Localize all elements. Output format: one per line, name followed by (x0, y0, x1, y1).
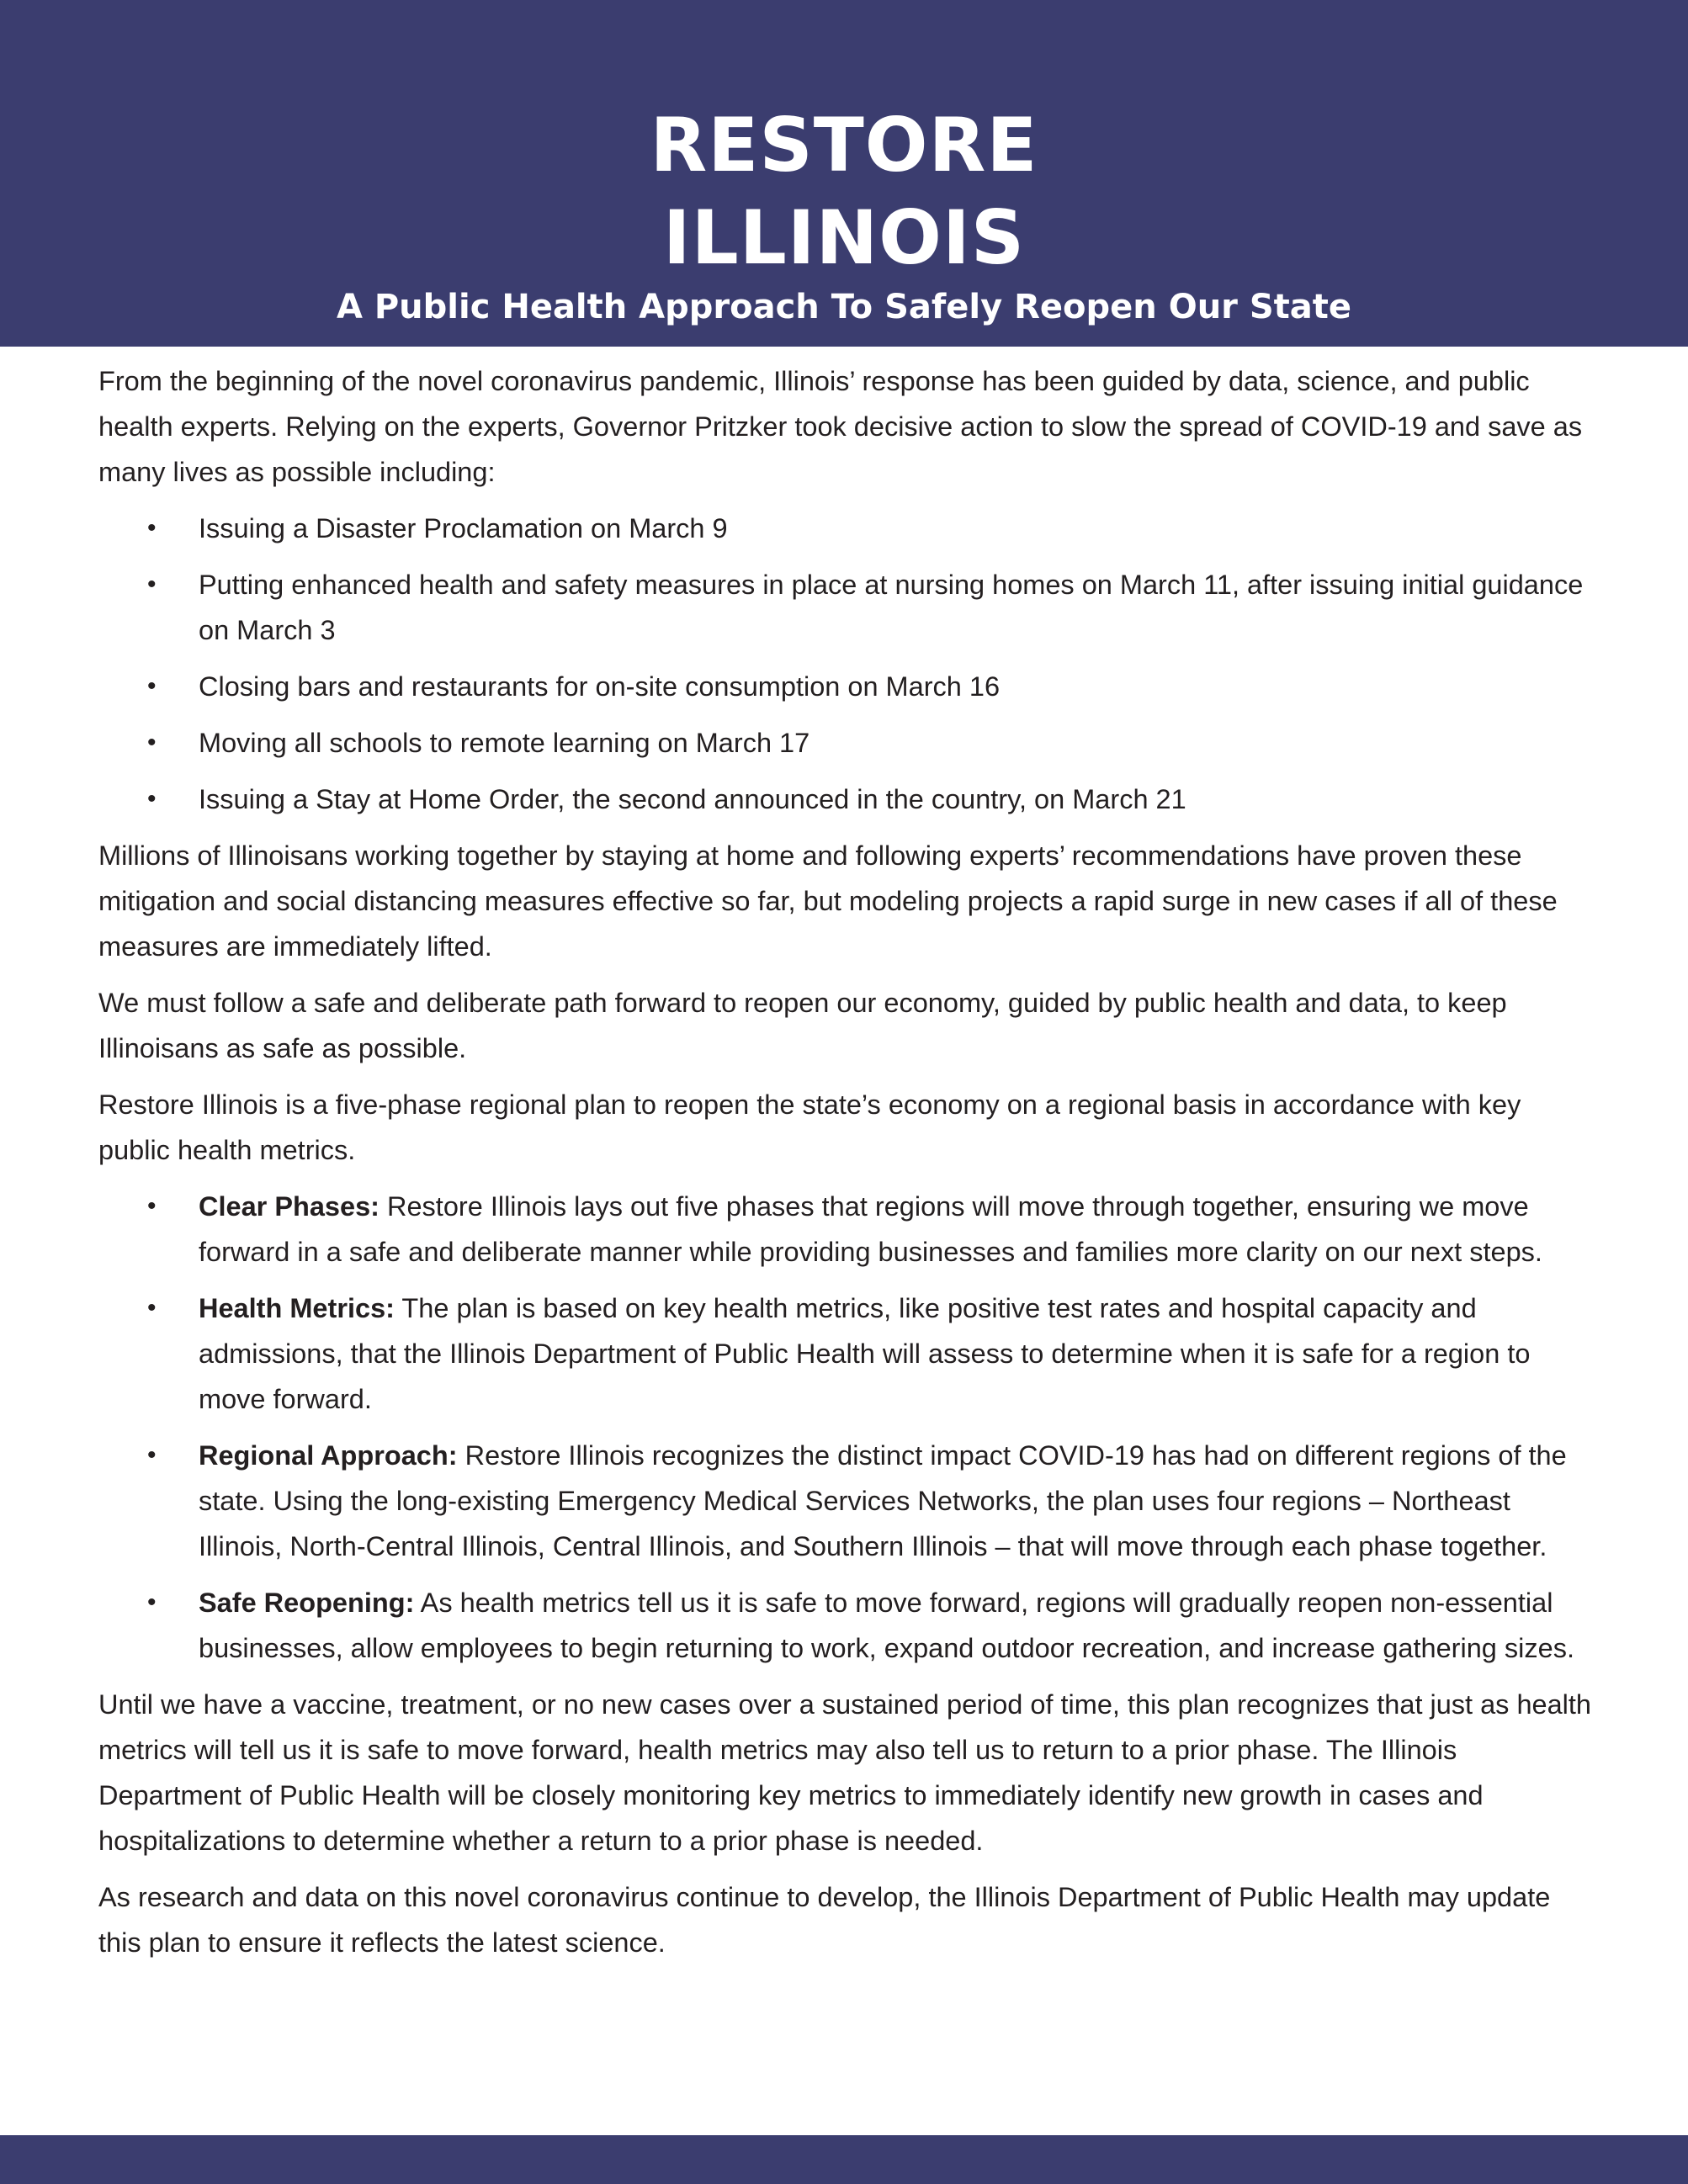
page-title (0, 99, 1688, 284)
list-item-text: Closing bars and restaurants for on-site consumption on March 16 (199, 671, 1001, 702)
list-item (98, 720, 1598, 766)
list-item (98, 1580, 1598, 1671)
point-heading: Safe Reopening: (199, 1588, 415, 1618)
document-body (98, 358, 1598, 1976)
point-text: Restore Illinois lays out five phases that regions will move through together, ensuring we move forward in a safe and deliberate manner while providing businesses and families more clarity on our next steps. (199, 1191, 1542, 1267)
list-item (98, 562, 1598, 653)
bullet-icon: • (147, 570, 157, 598)
header-banner (0, 0, 1688, 347)
point-text: The plan is based on key health metrics, like positive test rates and hospital capacity and admissions, that the Illinois Department of Public Health will assess to determine when it is safe for a region to move forward. (199, 1293, 1531, 1414)
list-item (98, 777, 1598, 822)
bullet-icon: • (147, 672, 157, 700)
millions-paragraph: Millions of Illinoisans working together by staying at home and following experts’ recommendations have proven these mitigation and social distancing measures effective so far, but modeling projects a rapid surge in new cases if all of these measures are immediately lifted. (98, 840, 1558, 962)
list-item (98, 1184, 1598, 1275)
list-item-text: Moving all schools to remote learning on March 17 (199, 728, 810, 758)
plan-points-list (98, 1184, 1598, 1671)
footer-bar (0, 2135, 1688, 2184)
intro-paragraph: From the beginning of the novel coronavirus pandemic, Illinois’ response has been guided by data, science, and public health experts. Relying on the experts, Governor Pritzker took decisive action to slow the spread of COVID-19 and save as many lives as possible including: (98, 366, 1583, 487)
list-item-text: Issuing a Stay at Home Order, the second announced in the country, on March 21 (199, 784, 1186, 814)
bullet-icon: • (147, 729, 157, 756)
plan-paragraph: Restore Illinois is a five-phase regional plan to reopen the state’s economy on a regional basis in accordance with key public health metrics. (98, 1089, 1521, 1165)
bullet-icon: • (147, 1192, 157, 1220)
list-item-text: Putting enhanced health and safety measures in place at nursing homes on March 11, after issuing initial guidance on March 3 (199, 570, 1584, 645)
actions-list (98, 506, 1598, 822)
bullet-icon: • (147, 514, 157, 542)
point-text: As health metrics tell us it is safe to move forward, regions will gradually reopen non-essential businesses, allow employees to begin returning to work, expand outdoor recreation, and increase gathering sizes. (199, 1588, 1574, 1663)
list-item-text: Issuing a Disaster Proclamation on March 9 (199, 513, 728, 543)
bullet-icon: • (147, 1294, 157, 1322)
point-heading: Regional Approach: (199, 1440, 458, 1471)
page-subtitle: A Public Health Approach To Safely Reopen Our State (336, 288, 1352, 326)
point-heading: Clear Phases: (199, 1191, 380, 1222)
point-text: Restore Illinois recognizes the distinct impact COVID-19 has had on different regions of the state. Using the long-existing Emergency Medical Services Networks, the plan uses four regions – Northeast Illinois, North-Central Illinois, Central Illinois, and Southern Illinois – that will move through each phase together. (199, 1440, 1567, 1561)
bullet-icon: • (147, 1441, 157, 1469)
list-item (98, 506, 1598, 551)
bullet-icon: • (147, 1588, 157, 1616)
list-item (98, 664, 1598, 709)
research-paragraph: As research and data on this novel coronavirus continue to develop, the Illinois Department of Public Health may update this plan to ensure it reflects the latest science. (98, 1882, 1551, 1958)
title-line-2: ILLINOIS (662, 194, 1026, 281)
list-item (98, 1285, 1598, 1422)
point-heading: Health Metrics: (199, 1293, 395, 1323)
vaccine-paragraph: Until we have a vaccine, treatment, or no new cases over a sustained period of time, this plan recognizes that just as health metrics will tell us it is safe to move forward, health metrics may also tell us to return to a prior phase. The Illinois Department of Public Health will be closely monitoring key metrics to immediately identify new growth in cases and hospitalizations to determine whether a return to a prior phase is needed. (98, 1689, 1592, 1856)
list-item (98, 1433, 1598, 1569)
bullet-icon: • (147, 785, 157, 813)
path-paragraph: We must follow a safe and deliberate path forward to reopen our economy, guided by public health and data, to keep Illinoisans as safe as possible. (98, 988, 1507, 1063)
title-line-1: RESTORE (650, 102, 1038, 188)
